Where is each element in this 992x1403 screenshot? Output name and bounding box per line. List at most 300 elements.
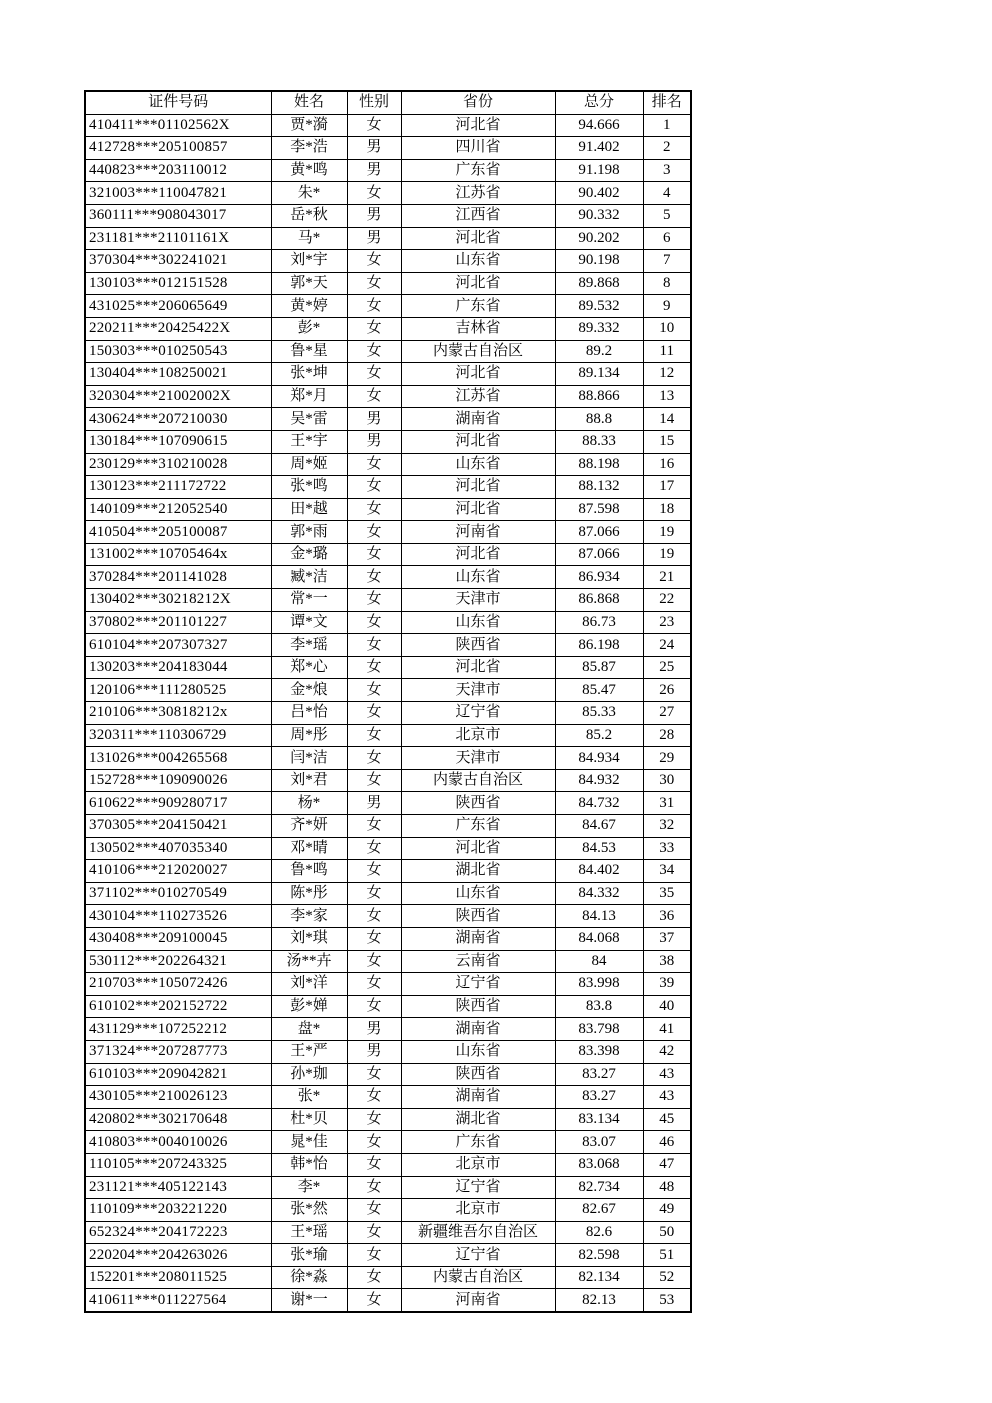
cell-province: 辽宁省	[401, 973, 555, 996]
cell-rank: 42	[643, 1040, 691, 1063]
header-gender: 性别	[347, 91, 401, 114]
header-total-score: 总分	[555, 91, 643, 114]
table-row	[85, 656, 691, 679]
cell-total-score: 86.198	[555, 634, 643, 657]
table-row	[85, 1086, 691, 1109]
cell-total-score: 83.798	[555, 1018, 643, 1041]
cell-gender: 女	[347, 340, 401, 363]
table-row	[85, 295, 691, 318]
cell-rank: 43	[643, 1086, 691, 1109]
table-row	[85, 1199, 691, 1222]
cell-id-number: 410803***004010026	[85, 1131, 271, 1154]
table-row	[85, 995, 691, 1018]
cell-gender: 女	[347, 566, 401, 589]
cell-total-score: 82.598	[555, 1244, 643, 1267]
cell-rank: 15	[643, 430, 691, 453]
table-row	[85, 1266, 691, 1289]
cell-id-number: 130402***30218212X	[85, 589, 271, 612]
cell-name: 汤**卉	[271, 950, 347, 973]
cell-id-number: 430104***110273526	[85, 905, 271, 928]
cell-name: 谢*一	[271, 1289, 347, 1312]
cell-province: 山东省	[401, 882, 555, 905]
cell-id-number: 370802***201101227	[85, 611, 271, 634]
cell-id-number: 210703***105072426	[85, 973, 271, 996]
table-row	[85, 927, 691, 950]
cell-gender: 女	[347, 611, 401, 634]
cell-id-number: 371102***010270549	[85, 882, 271, 905]
cell-id-number: 152201***208011525	[85, 1266, 271, 1289]
table-row	[85, 1244, 691, 1267]
cell-province: 辽宁省	[401, 1176, 555, 1199]
table-header	[85, 91, 691, 114]
cell-id-number: 420802***302170648	[85, 1108, 271, 1131]
cell-total-score: 90.332	[555, 204, 643, 227]
cell-province: 河北省	[401, 656, 555, 679]
cell-rank: 29	[643, 747, 691, 770]
cell-id-number: 220204***204263026	[85, 1244, 271, 1267]
cell-total-score: 82.67	[555, 1199, 643, 1222]
cell-id-number: 130203***204183044	[85, 656, 271, 679]
cell-gender: 女	[347, 385, 401, 408]
cell-total-score: 82.13	[555, 1289, 643, 1312]
cell-province: 河北省	[401, 543, 555, 566]
cell-total-score: 87.066	[555, 521, 643, 544]
cell-total-score: 87.598	[555, 498, 643, 521]
cell-name: 张*瑜	[271, 1244, 347, 1267]
cell-rank: 40	[643, 995, 691, 1018]
cell-province: 江西省	[401, 204, 555, 227]
cell-gender: 女	[347, 1289, 401, 1312]
table-row	[85, 250, 691, 273]
cell-name: 鲁*鸣	[271, 860, 347, 883]
header-name: 姓名	[271, 91, 347, 114]
cell-gender: 女	[347, 182, 401, 205]
table-row	[85, 905, 691, 928]
cell-name: 贾*漪	[271, 114, 347, 137]
cell-name: 鲁*星	[271, 340, 347, 363]
cell-id-number: 610103***209042821	[85, 1063, 271, 1086]
cell-name: 刘*宇	[271, 250, 347, 273]
cell-gender: 女	[347, 724, 401, 747]
table-row	[85, 973, 691, 996]
cell-province: 新疆维吾尔自治区	[401, 1221, 555, 1244]
cell-gender: 男	[347, 1018, 401, 1041]
cell-rank: 14	[643, 408, 691, 431]
cell-name: 黄*婷	[271, 295, 347, 318]
cell-gender: 女	[347, 543, 401, 566]
cell-total-score: 85.33	[555, 702, 643, 725]
cell-name: 吕*怡	[271, 702, 347, 725]
cell-name: 齐*妍	[271, 815, 347, 838]
cell-id-number: 610622***909280717	[85, 792, 271, 815]
cell-rank: 53	[643, 1289, 691, 1312]
table-row	[85, 769, 691, 792]
cell-id-number: 370284***201141028	[85, 566, 271, 589]
cell-name: 彭*	[271, 317, 347, 340]
cell-name: 谭*文	[271, 611, 347, 634]
cell-gender: 女	[347, 295, 401, 318]
cell-province: 陕西省	[401, 905, 555, 928]
cell-province: 天津市	[401, 679, 555, 702]
cell-rank: 38	[643, 950, 691, 973]
table-row	[85, 724, 691, 747]
cell-total-score: 91.198	[555, 159, 643, 182]
cell-total-score: 83.8	[555, 995, 643, 1018]
cell-gender: 女	[347, 521, 401, 544]
cell-name: 王*严	[271, 1040, 347, 1063]
cell-province: 云南省	[401, 950, 555, 973]
cell-gender: 男	[347, 792, 401, 815]
cell-province: 广东省	[401, 815, 555, 838]
table-row	[85, 679, 691, 702]
header-rank: 排名	[643, 91, 691, 114]
cell-rank: 35	[643, 882, 691, 905]
cell-province: 陕西省	[401, 995, 555, 1018]
cell-total-score: 94.666	[555, 114, 643, 137]
cell-total-score: 83.27	[555, 1086, 643, 1109]
cell-province: 河北省	[401, 837, 555, 860]
cell-rank: 51	[643, 1244, 691, 1267]
cell-id-number: 131026***004265568	[85, 747, 271, 770]
cell-total-score: 90.402	[555, 182, 643, 205]
cell-province: 广东省	[401, 159, 555, 182]
cell-province: 辽宁省	[401, 1244, 555, 1267]
cell-id-number: 231121***405122143	[85, 1176, 271, 1199]
cell-province: 北京市	[401, 724, 555, 747]
table-row	[85, 408, 691, 431]
cell-rank: 4	[643, 182, 691, 205]
cell-rank: 11	[643, 340, 691, 363]
table-row	[85, 182, 691, 205]
cell-total-score: 88.33	[555, 430, 643, 453]
cell-rank: 27	[643, 702, 691, 725]
cell-total-score: 84.332	[555, 882, 643, 905]
cell-name: 郭*天	[271, 272, 347, 295]
cell-gender: 女	[347, 1086, 401, 1109]
cell-name: 杨*	[271, 792, 347, 815]
cell-rank: 2	[643, 137, 691, 160]
table-body	[85, 114, 691, 1312]
cell-gender: 女	[347, 1063, 401, 1086]
cell-province: 湖南省	[401, 1018, 555, 1041]
cell-rank: 21	[643, 566, 691, 589]
cell-rank: 30	[643, 769, 691, 792]
cell-total-score: 89.868	[555, 272, 643, 295]
cell-total-score: 84	[555, 950, 643, 973]
cell-name: 李*瑶	[271, 634, 347, 657]
cell-total-score: 84.53	[555, 837, 643, 860]
cell-rank: 45	[643, 1108, 691, 1131]
cell-province: 湖北省	[401, 860, 555, 883]
cell-province: 江苏省	[401, 385, 555, 408]
cell-province: 山东省	[401, 250, 555, 273]
cell-rank: 8	[643, 272, 691, 295]
cell-id-number: 130502***407035340	[85, 837, 271, 860]
cell-gender: 女	[347, 973, 401, 996]
cell-id-number: 130103***012151528	[85, 272, 271, 295]
cell-province: 辽宁省	[401, 702, 555, 725]
table-row	[85, 815, 691, 838]
table-row	[85, 317, 691, 340]
cell-rank: 19	[643, 543, 691, 566]
cell-rank: 13	[643, 385, 691, 408]
cell-total-score: 87.066	[555, 543, 643, 566]
table-row	[85, 204, 691, 227]
cell-total-score: 88.132	[555, 476, 643, 499]
cell-rank: 19	[643, 521, 691, 544]
table-row	[85, 1063, 691, 1086]
cell-total-score: 84.402	[555, 860, 643, 883]
cell-id-number: 440823***203110012	[85, 159, 271, 182]
cell-rank: 47	[643, 1153, 691, 1176]
cell-rank: 39	[643, 973, 691, 996]
cell-total-score: 90.198	[555, 250, 643, 273]
cell-rank: 16	[643, 453, 691, 476]
table-row	[85, 1153, 691, 1176]
table-row	[85, 1108, 691, 1131]
cell-total-score: 82.134	[555, 1266, 643, 1289]
cell-name: 王*瑶	[271, 1221, 347, 1244]
cell-name: 刘*君	[271, 769, 347, 792]
table-row	[85, 363, 691, 386]
cell-id-number: 610104***207307327	[85, 634, 271, 657]
cell-name: 张*	[271, 1086, 347, 1109]
cell-gender: 女	[347, 1221, 401, 1244]
cell-name: 陈*彤	[271, 882, 347, 905]
cell-rank: 26	[643, 679, 691, 702]
cell-id-number: 431025***206065649	[85, 295, 271, 318]
cell-id-number: 430408***209100045	[85, 927, 271, 950]
cell-name: 邓*晴	[271, 837, 347, 860]
cell-province: 湖南省	[401, 408, 555, 431]
cell-id-number: 320311***110306729	[85, 724, 271, 747]
cell-rank: 24	[643, 634, 691, 657]
cell-province: 广东省	[401, 1131, 555, 1154]
cell-gender: 女	[347, 702, 401, 725]
cell-total-score: 91.402	[555, 137, 643, 160]
cell-total-score: 83.07	[555, 1131, 643, 1154]
cell-province: 山东省	[401, 566, 555, 589]
cell-gender: 男	[347, 227, 401, 250]
table-row	[85, 566, 691, 589]
cell-name: 周*姬	[271, 453, 347, 476]
cell-province: 河南省	[401, 1289, 555, 1312]
cell-province: 内蒙古自治区	[401, 1266, 555, 1289]
cell-rank: 28	[643, 724, 691, 747]
cell-gender: 女	[347, 1153, 401, 1176]
cell-rank: 23	[643, 611, 691, 634]
cell-total-score: 86.868	[555, 589, 643, 612]
cell-name: 郑*心	[271, 656, 347, 679]
table-row	[85, 521, 691, 544]
cell-province: 河北省	[401, 227, 555, 250]
cell-id-number: 410611***011227564	[85, 1289, 271, 1312]
cell-name: 刘*琪	[271, 927, 347, 950]
cell-province: 河南省	[401, 521, 555, 544]
cell-name: 张*鸣	[271, 476, 347, 499]
cell-rank: 37	[643, 927, 691, 950]
cell-name: 闫*洁	[271, 747, 347, 770]
cell-name: 田*越	[271, 498, 347, 521]
ranking-table	[84, 90, 692, 1313]
cell-rank: 49	[643, 1199, 691, 1222]
cell-name: 臧*洁	[271, 566, 347, 589]
cell-name: 徐*淼	[271, 1266, 347, 1289]
cell-province: 陕西省	[401, 634, 555, 657]
table-row	[85, 227, 691, 250]
cell-gender: 女	[347, 363, 401, 386]
cell-rank: 9	[643, 295, 691, 318]
table-row	[85, 272, 691, 295]
cell-total-score: 84.13	[555, 905, 643, 928]
cell-gender: 女	[347, 1244, 401, 1267]
cell-gender: 女	[347, 860, 401, 883]
table-row	[85, 498, 691, 521]
cell-total-score: 85.47	[555, 679, 643, 702]
cell-province: 江苏省	[401, 182, 555, 205]
cell-total-score: 83.068	[555, 1153, 643, 1176]
cell-gender: 女	[347, 747, 401, 770]
cell-name: 金*璐	[271, 543, 347, 566]
cell-id-number: 530112***202264321	[85, 950, 271, 973]
cell-province: 河北省	[401, 430, 555, 453]
table-row	[85, 159, 691, 182]
cell-gender: 女	[347, 317, 401, 340]
cell-name: 马*	[271, 227, 347, 250]
cell-id-number: 320304***21002002X	[85, 385, 271, 408]
cell-name: 黄*鸣	[271, 159, 347, 182]
cell-gender: 女	[347, 995, 401, 1018]
table-row	[85, 611, 691, 634]
cell-id-number: 110105***207243325	[85, 1153, 271, 1176]
cell-name: 岳*秋	[271, 204, 347, 227]
cell-name: 常*一	[271, 589, 347, 612]
cell-id-number: 371324***207287773	[85, 1040, 271, 1063]
cell-gender: 男	[347, 408, 401, 431]
cell-province: 广东省	[401, 295, 555, 318]
table-row	[85, 702, 691, 725]
cell-rank: 41	[643, 1018, 691, 1041]
cell-province: 山东省	[401, 453, 555, 476]
table-row	[85, 453, 691, 476]
cell-total-score: 89.2	[555, 340, 643, 363]
header-row	[85, 91, 691, 114]
header-province: 省份	[401, 91, 555, 114]
cell-province: 陕西省	[401, 792, 555, 815]
cell-gender: 女	[347, 950, 401, 973]
cell-total-score: 84.068	[555, 927, 643, 950]
cell-id-number: 220211***20425422X	[85, 317, 271, 340]
cell-gender: 女	[347, 272, 401, 295]
table-row	[85, 1176, 691, 1199]
cell-rank: 7	[643, 250, 691, 273]
cell-rank: 22	[643, 589, 691, 612]
cell-rank: 5	[643, 204, 691, 227]
cell-rank: 10	[643, 317, 691, 340]
cell-province: 北京市	[401, 1153, 555, 1176]
cell-name: 盘*	[271, 1018, 347, 1041]
cell-id-number: 110109***203221220	[85, 1199, 271, 1222]
table-row	[85, 589, 691, 612]
cell-rank: 1	[643, 114, 691, 137]
cell-id-number: 430105***210026123	[85, 1086, 271, 1109]
cell-total-score: 88.198	[555, 453, 643, 476]
cell-id-number: 412728***205100857	[85, 137, 271, 160]
cell-province: 山东省	[401, 611, 555, 634]
cell-name: 朱*	[271, 182, 347, 205]
cell-province: 北京市	[401, 1199, 555, 1222]
cell-name: 李*	[271, 1176, 347, 1199]
cell-id-number: 130123***211172722	[85, 476, 271, 499]
cell-gender: 女	[347, 837, 401, 860]
cell-id-number: 321003***110047821	[85, 182, 271, 205]
cell-province: 内蒙古自治区	[401, 340, 555, 363]
cell-province: 天津市	[401, 747, 555, 770]
cell-total-score: 83.27	[555, 1063, 643, 1086]
cell-name: 周*彤	[271, 724, 347, 747]
cell-total-score: 86.73	[555, 611, 643, 634]
cell-name: 王*宇	[271, 430, 347, 453]
table-row	[85, 860, 691, 883]
table-row	[85, 1040, 691, 1063]
cell-id-number: 231181***21101161X	[85, 227, 271, 250]
cell-rank: 48	[643, 1176, 691, 1199]
cell-province: 四川省	[401, 137, 555, 160]
cell-total-score: 84.932	[555, 769, 643, 792]
cell-rank: 43	[643, 1063, 691, 1086]
cell-gender: 女	[347, 1108, 401, 1131]
cell-id-number: 652324***204172223	[85, 1221, 271, 1244]
cell-id-number: 431129***107252212	[85, 1018, 271, 1041]
cell-gender: 男	[347, 159, 401, 182]
cell-gender: 女	[347, 250, 401, 273]
cell-total-score: 82.734	[555, 1176, 643, 1199]
table-row	[85, 950, 691, 973]
cell-total-score: 83.998	[555, 973, 643, 996]
cell-rank: 12	[643, 363, 691, 386]
cell-gender: 男	[347, 430, 401, 453]
cell-province: 河北省	[401, 272, 555, 295]
cell-name: 刘*洋	[271, 973, 347, 996]
table-row	[85, 430, 691, 453]
cell-gender: 女	[347, 114, 401, 137]
cell-province: 天津市	[401, 589, 555, 612]
table-row	[85, 1289, 691, 1312]
cell-total-score: 90.202	[555, 227, 643, 250]
cell-rank: 3	[643, 159, 691, 182]
cell-province: 河北省	[401, 363, 555, 386]
cell-total-score: 86.934	[555, 566, 643, 589]
header-id-number: 证件号码	[85, 91, 271, 114]
table-row	[85, 340, 691, 363]
cell-gender: 女	[347, 905, 401, 928]
cell-province: 湖南省	[401, 927, 555, 950]
table-row	[85, 385, 691, 408]
cell-gender: 女	[347, 498, 401, 521]
cell-rank: 46	[643, 1131, 691, 1154]
cell-total-score: 82.6	[555, 1221, 643, 1244]
cell-id-number: 230129***310210028	[85, 453, 271, 476]
cell-id-number: 150303***010250543	[85, 340, 271, 363]
cell-id-number: 360111***908043017	[85, 204, 271, 227]
cell-total-score: 84.934	[555, 747, 643, 770]
cell-gender: 女	[347, 1131, 401, 1154]
cell-id-number: 152728***109090026	[85, 769, 271, 792]
cell-rank: 6	[643, 227, 691, 250]
cell-name: 孙*珈	[271, 1063, 347, 1086]
cell-id-number: 410106***212020027	[85, 860, 271, 883]
cell-name: 李*家	[271, 905, 347, 928]
